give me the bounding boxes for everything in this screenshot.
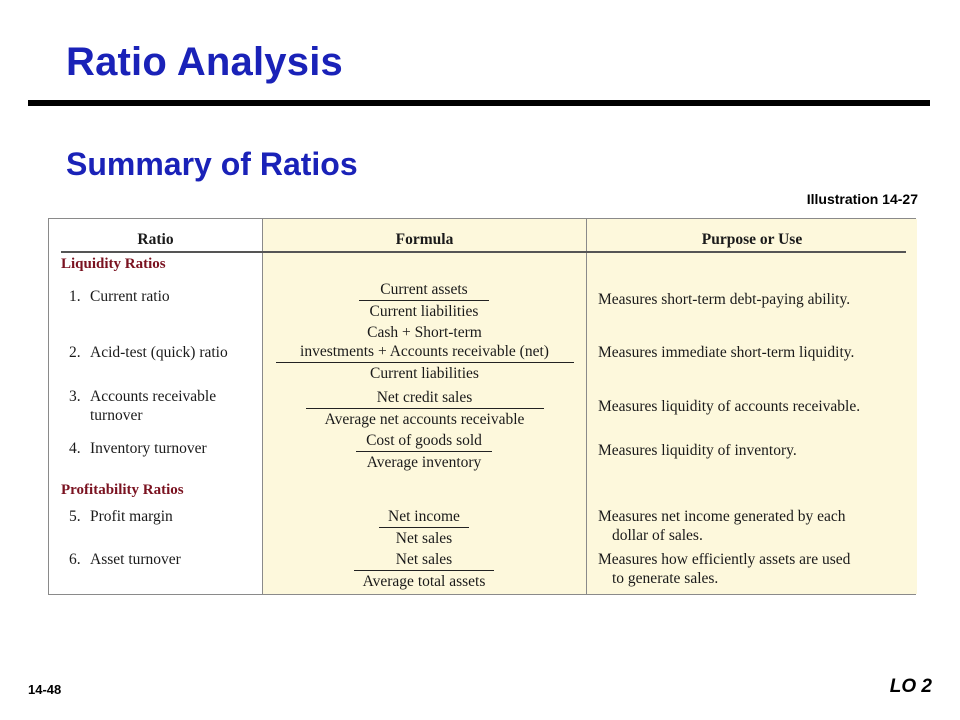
- ratio-name: 2. Acid-test (quick) ratio: [69, 344, 228, 361]
- ratio-purpose: Measures liquidity of accounts receivable.: [598, 398, 861, 415]
- section-profitability: Profitability Ratios: [61, 482, 184, 498]
- ratio-purpose: Measures immediate short-term liquidity.: [598, 344, 855, 361]
- ratio-name: 4. Inventory turnover: [69, 440, 207, 457]
- slide-title: Ratio Analysis: [66, 40, 343, 84]
- header-purpose: Purpose or Use: [701, 231, 803, 248]
- illustration-label: Illustration 14-27: [806, 191, 918, 207]
- formula-fraction: Cost of goods sold Average inventory: [349, 431, 499, 472]
- ratio-name: 6. Asset turnover: [69, 551, 181, 568]
- formula-fraction: Current assets Current liabilities: [349, 280, 499, 321]
- ratio-summary-table: [48, 218, 916, 595]
- ratio-purpose: Measures liquidity of inventory.: [598, 442, 797, 459]
- ratio-purpose: Measures net income generated by each dollar of sales.: [598, 508, 846, 544]
- ratio-purpose: Measures how efficiently assets are used to generate sales.: [598, 551, 851, 587]
- formula-fraction: Cash + Short-term investments + Accounts receivable (net) Current liabilities: [272, 323, 577, 383]
- ratio-name: 1. Current ratio: [69, 288, 170, 305]
- ratio-purpose: Measures short-term debt-paying ability.: [598, 291, 851, 308]
- header-formula: Formula: [395, 231, 454, 248]
- header-ratio: Ratio: [137, 231, 174, 248]
- formula-fraction: Net sales Average total assets: [334, 550, 514, 591]
- title-divider: [28, 100, 930, 106]
- learning-objective-label: LO 2: [889, 676, 932, 697]
- ratio-name: 5. Profit margin: [69, 508, 173, 525]
- header-divider: [61, 251, 906, 253]
- section-liquidity: Liquidity Ratios: [61, 256, 166, 272]
- slide-subtitle: Summary of Ratios: [66, 146, 358, 182]
- ratio-name: 3. Accounts receivable turnover: [69, 388, 217, 424]
- formula-fraction: Net credit sales Average net accounts receivable: [302, 388, 547, 429]
- page-number: 14-48: [28, 682, 62, 697]
- formula-fraction: Net income Net sales: [359, 507, 489, 548]
